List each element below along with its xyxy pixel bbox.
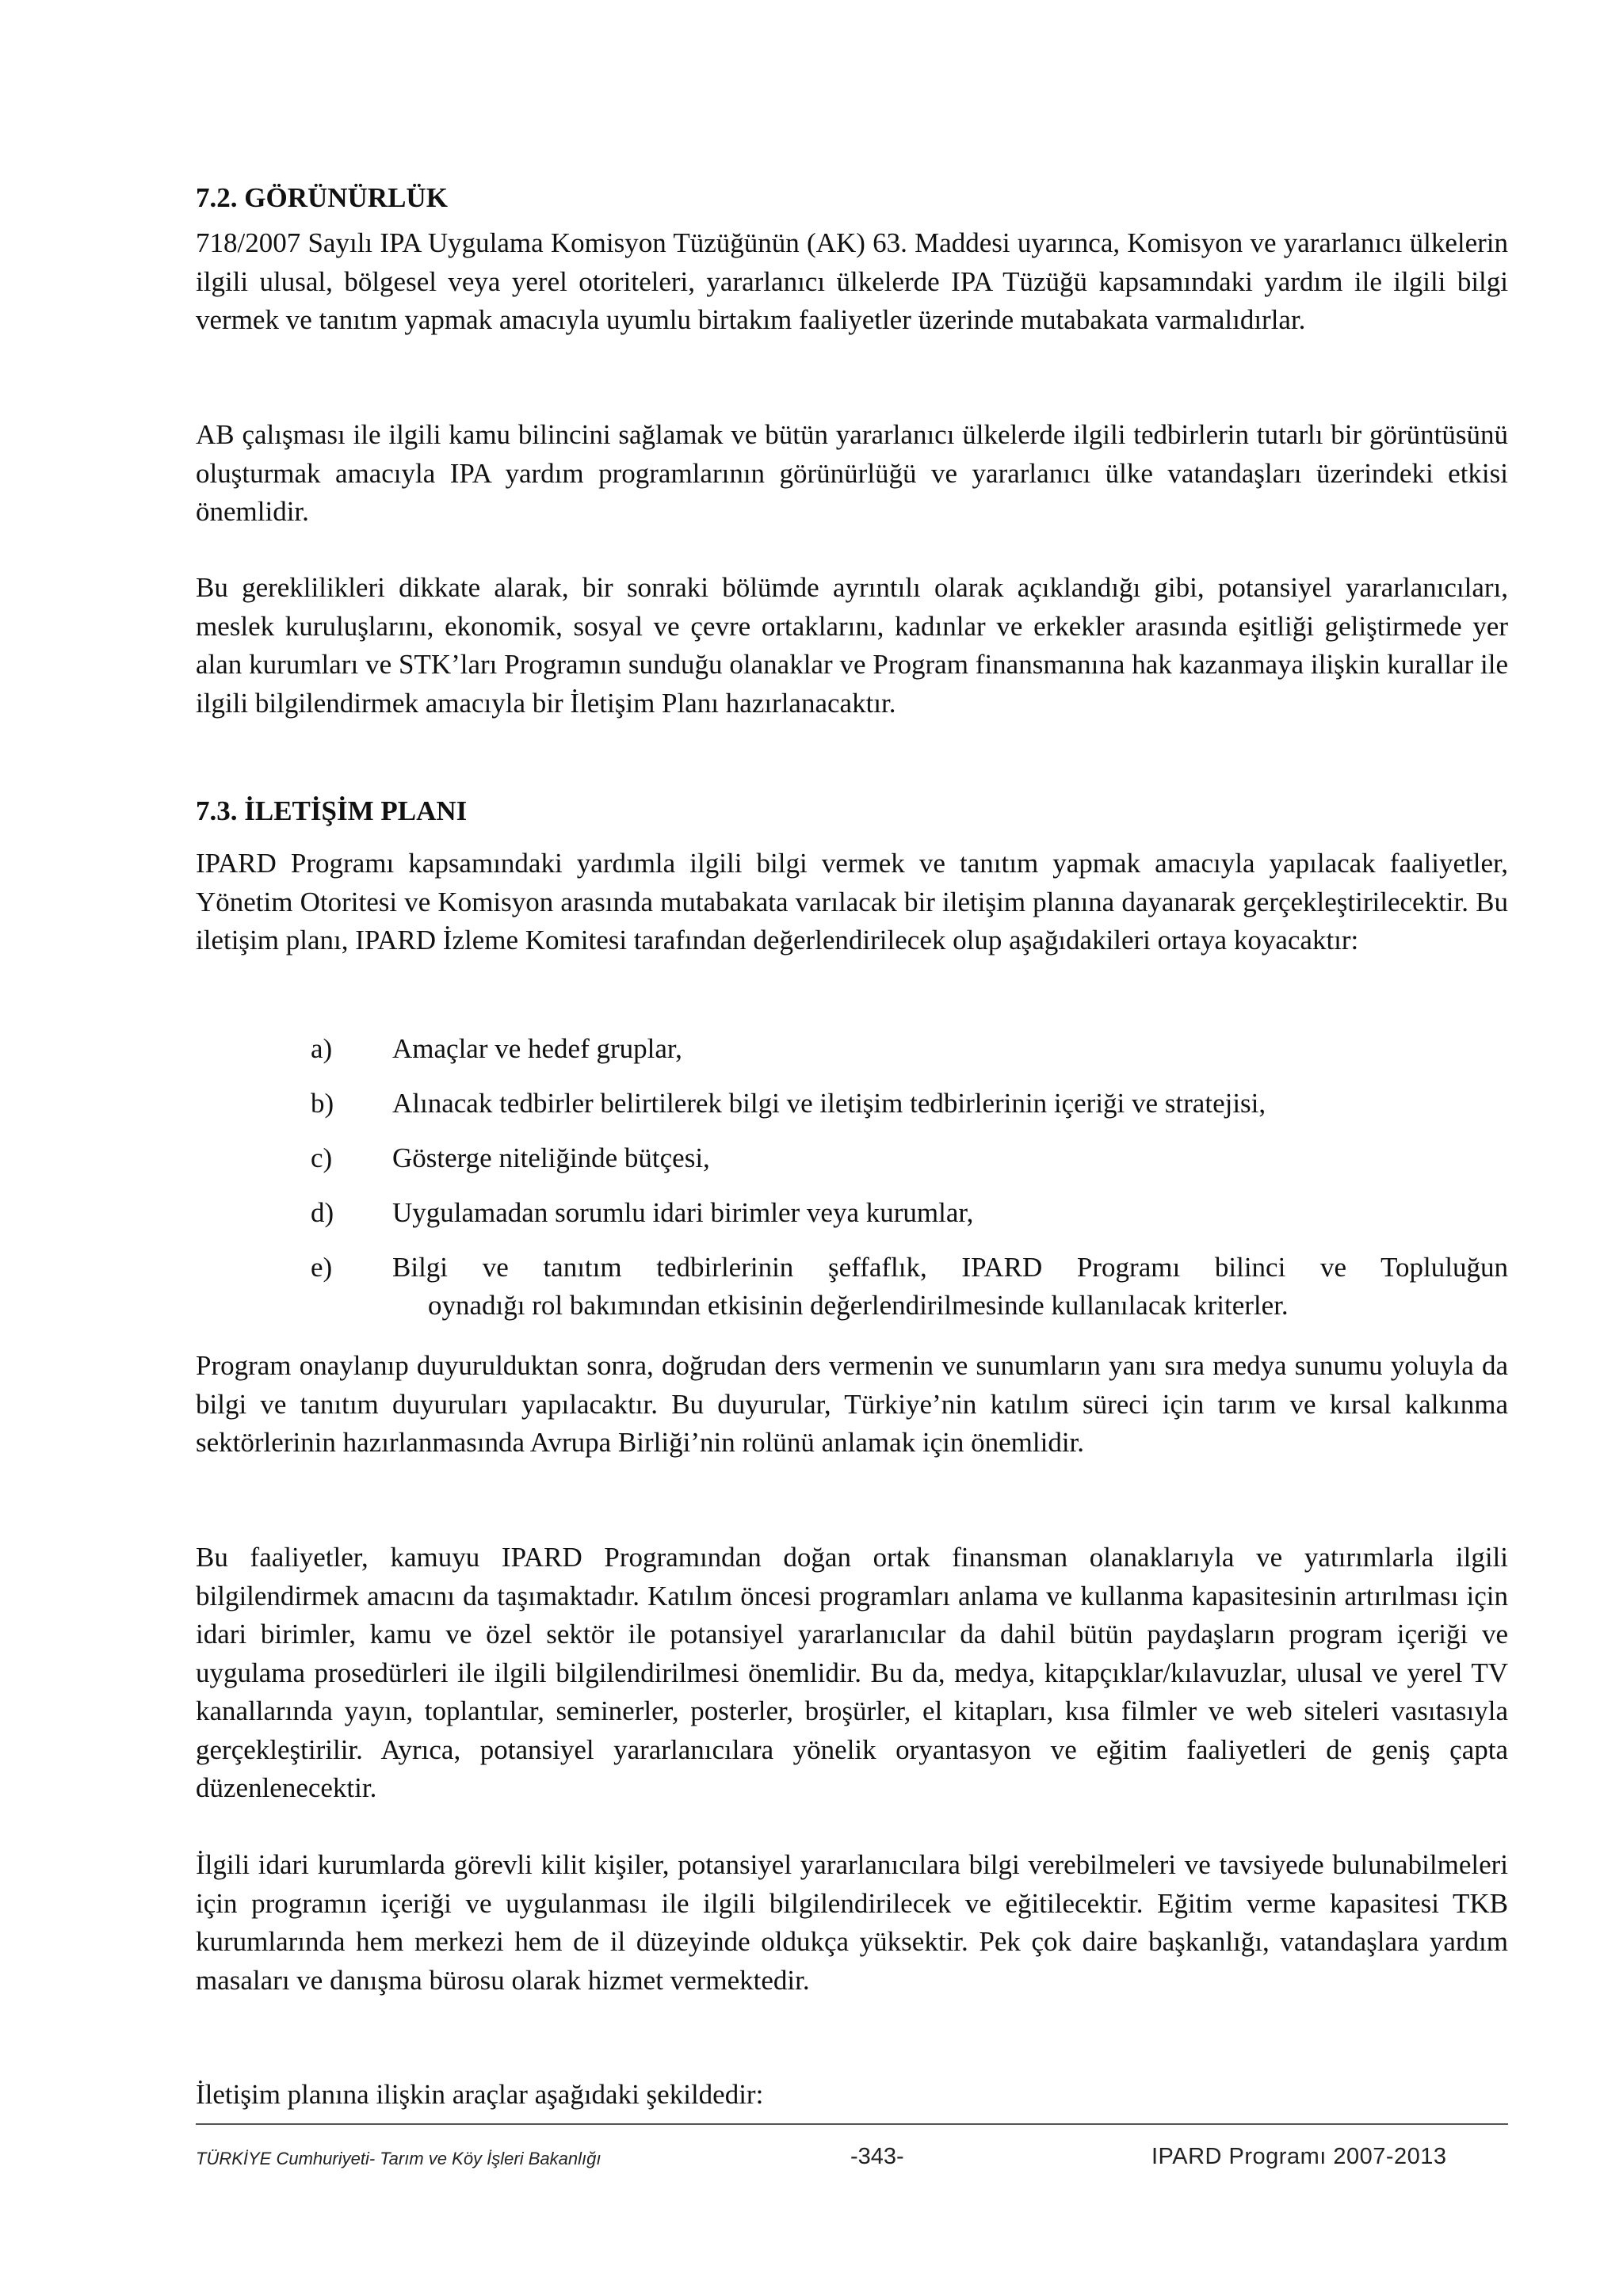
paragraph-activities: Bu faaliyetler, kamuyu IPARD Programından doğan ortak finansman olanaklarıyla ve yatırımlarla ilgili bilgilendirmek amacını da taşımaktadır. Katılım öncesi programları anlama ve kullanma kapasitesinin artırılması için idari birimler, kamu ve özel sektör ile potansiyel yararlanıcılar da dahil bütün paydaşların program içeriği ve uygulama prosedürleri ile ilgili bilgilendirilmesi önemlidir. Bu da, medya, kitapçıklar/kılavuzlar, ulusal ve yerel TV kanallarında yayın, toplantılar, seminerler, posterler, broşürler, el kitapları, kısa filmler ve web siteleri vasıtasıyla gerçekleştirilir. Ayrıca, potansiyel yararlanıcılara yönelik oryantasyon ve eğitim faaliyetleri de geniş çapta düzenlenecektir. (196, 1542, 1508, 1803)
paragraph-ipard-intro: IPARD Programı kapsamındaki yardımla ilgili bilgi vermek ve tanıtım yapmak amacıyla yapılacak faaliyetler, Yönetim Otoritesi ve Komisyon arasında mutabakata varılacak bir iletişim planına dayanarak gerçekleştirilecektir. Bu iletişim planı, IPARD İzleme Komitesi tarafından değerlendirilecek olup aşağıdakileri ortaya koyacaktır: (196, 848, 1508, 955)
list-text-continuation: oynadığı rol bakımından etkisinin değerlendirilmesinde kullanılacak kriterler. (428, 1290, 1289, 1321)
paragraph-requirements: Bu gereklilikleri dikkate alarak, bir sonraki bölümde ayrıntılı olarak açıklandığı gibi, potansiyel yararlanıcıları, meslek kuruluşlarını, ekonomik, sosyal ve çevre ortaklarını, kadınlar ve erkekler arasında eşitliği geliştirmede yer alan kurumları ve STK’ları Programın sunduğu olanaklar ve Program finansmanına hak kazanmaya ilişkin kurallar ile ilgili bilgilendirmek amacıyla bir İletişim Planı hazırlanacaktır. (196, 572, 1508, 719)
paragraph-key-persons: İlgili idari kurumlarda görevli kilit kişiler, potansiyel yararlanıcılara bilgi verebilmeleri ve tavsiyede bulunabilmeleri için programın içeriği ve uygulanması ile ilgili bilgilendirilecek ve eğitilecektir. Eğitim verme kapasitesi TKB kurumlarında hem merkezi hem de il düzeyinde oldukça yüksektir. Pek çok daire başkanlığı, vatandaşlara yardım masaları ve danışma bürosu olarak hizmet vermektedir. (196, 1849, 1508, 1996)
paragraph-announcements: Program onaylanıp duyurulduktan sonra, doğrudan ders vermenin ve sunumların yanı sıra medya sunumu yoluyla da bilgi ve tanıtım duyuruları yapılacaktır. Bu duyurular, Türkiye’nin katılım süreci için tarım ve kırsal kalkınma sektörlerinin hazırlanmasında Avrupa Birliği’nin rolünü anlamak için önemlidir. (196, 1350, 1508, 1458)
paragraph-ipa-regulation: 718/2007 Sayılı IPA Uygulama Komisyon Tüzüğünün (AK) 63. Maddesi uyarınca, Komisyon ve yararlanıcı ülkelerin ilgili ulusal, bölgesel veya yerel otoriteleri, yararlanıcı ülkelerde IPA Tüzüğü kapsamındaki yardım ile ilgili bilgi vermek ve tanıtım yapmak amacıyla uyumlu birtakım faaliyetler üzerinde mutabakata varmalıdırlar. (196, 227, 1508, 335)
footer-program-title: IPARD Programı 2007-2013 (1151, 2144, 1447, 2169)
list-text: Amaçlar ve hedef gruplar, (392, 1033, 682, 1064)
footer-divider (196, 2123, 1508, 2125)
page-number: -343- (850, 2144, 904, 2169)
paragraph-public-awareness: AB çalışması ile ilgili kamu bilincini sağlamak ve bütün yararlanıcı ülkelerde ilgili tedbirlerin tutarlı bir görüntüsünü oluşturmak amacıyla IPA yardım programlarının görünürlüğü ve yararlanıcı ülke vatandaşları üzerindeki etkisi önemlidir. (196, 419, 1508, 527)
list-marker: c) (311, 1142, 333, 1173)
list-marker: a) (311, 1033, 333, 1064)
section-heading-iletisim-plani: 7.3. İLETİŞİM PLANI (196, 795, 468, 826)
list-text: Alınacak tedbirler belirtilerek bilgi ve iletişim tedbirlerinin içeriği ve stratejisi, (392, 1088, 1266, 1119)
footer-ministry: TÜRKİYE Cumhuriyeti- Tarım ve Köy İşleri Bakanlığı (196, 2149, 601, 2168)
list-text: Bilgi ve tanıtım tedbirlerinin şeffaflık, IPARD Programı bilinci ve Topluluğun (392, 1252, 1508, 1283)
list-marker: d) (311, 1197, 334, 1228)
paragraph-tools-intro: İletişim planına ilişkin araçlar aşağıdaki şekildedir: (196, 2079, 764, 2110)
list-marker: b) (311, 1088, 334, 1119)
list-text: Gösterge niteliğinde bütçesi, (392, 1142, 710, 1173)
list-marker: e) (311, 1252, 333, 1283)
section-heading-gorunurluk: 7.2. GÖRÜNÜRLÜK (196, 182, 448, 213)
list-text: Uygulamadan sorumlu idari birimler veya kurumlar, (392, 1197, 974, 1228)
